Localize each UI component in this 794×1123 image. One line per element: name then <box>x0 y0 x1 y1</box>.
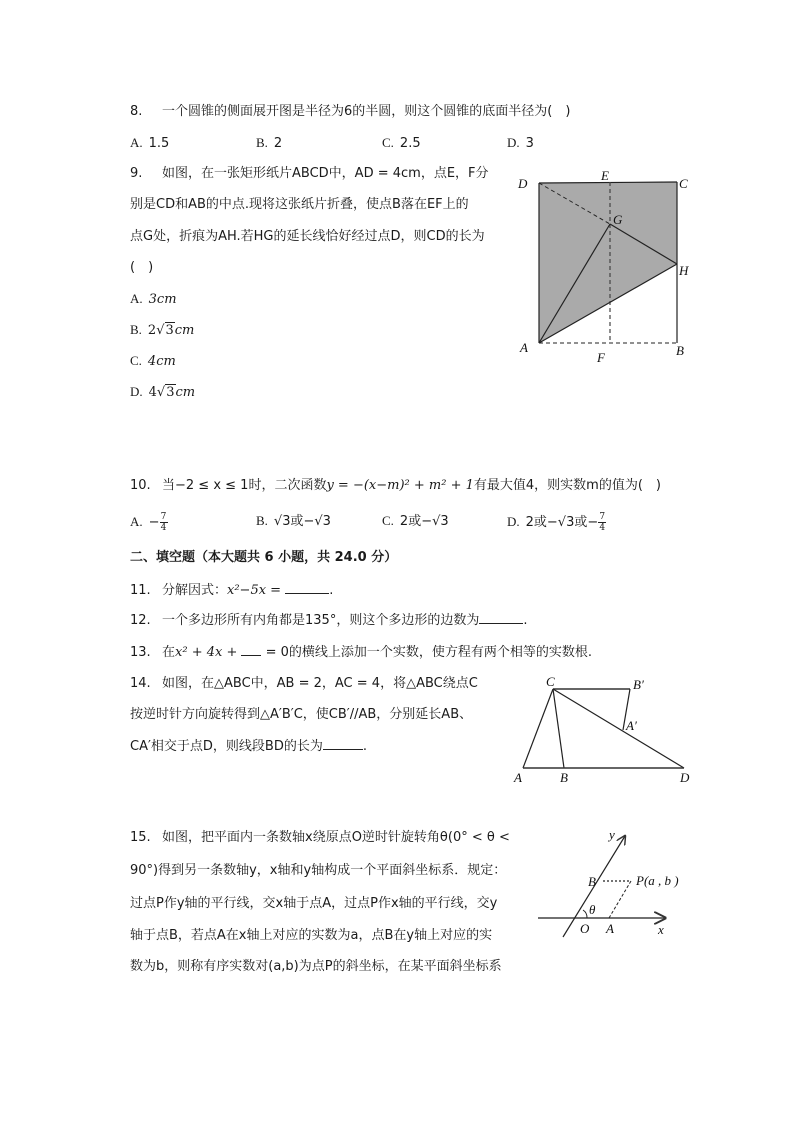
q12-stem: 12. 一个多边形所有内角都是135°，则这个多边形的边数为 . <box>130 613 528 628</box>
q15-stem-line-5: 数为b，则称有序实数对(a,b)为点P的斜坐标，在某平面斜坐标系 <box>130 959 502 974</box>
label-C: C <box>679 176 688 191</box>
q14-stem-line-1: 14. 如图，在△ABC中，AB = 2，AC = 4，将△ABC绕点C <box>130 676 478 691</box>
question-number: 11. <box>130 583 151 598</box>
label-D: D <box>518 176 528 191</box>
q10-option-c: C. 2或−√3 <box>382 513 449 529</box>
q10-option-a: A. − $\frac{7}{4}$ <box>130 512 167 533</box>
question-number: 10. <box>130 478 151 493</box>
fraction: $\frac{7}{4}$ <box>599 512 606 533</box>
q10-option-b: B. √3或−√3 <box>256 513 331 529</box>
label-A-prime: A′ <box>626 718 637 733</box>
question-number: 15. <box>130 830 151 845</box>
label-P: P(a , b ) <box>636 873 679 888</box>
q10-option-d: D. 2或−√3或− $\frac{7}{4}$ <box>507 512 606 533</box>
q9-stem-line-1: 9. 如图，在一张矩形纸片ABCD中，AD = 4cm，点E，F分 <box>130 166 489 181</box>
q14-stem-line-3: CA′相交于点D，则线段BD的长为 . <box>130 739 368 754</box>
q9-stem-line-3: 点G处，折痕为AH.若HG的延长线恰好经过点D，则CD的长为 <box>130 229 485 244</box>
label-A: A <box>606 921 614 936</box>
question-number: 14. <box>130 676 151 691</box>
label-A: A <box>520 340 528 355</box>
question-number: 13. <box>130 645 151 660</box>
label-D: D <box>680 770 690 785</box>
q9-stem-line-2: 别是CD和AB的中点.现将这张纸片折叠，使点B落在EF上的 <box>130 197 469 212</box>
q11-stem: 11. 分解因式：x²−5x = . <box>130 583 334 598</box>
label-E: E <box>601 168 609 183</box>
question-number: 12. <box>130 613 151 628</box>
label-F: F <box>597 350 605 365</box>
q13-stem: 13. 在x² + 4x + = 0的横线上添加一个实数，使方程有两个相等的实数根. <box>130 645 593 660</box>
label-y: y <box>609 827 615 842</box>
q8-option-c: C. 2.5 <box>382 135 421 151</box>
question-number: 9. <box>130 166 143 181</box>
label-B: B <box>676 343 684 358</box>
q14-stem-line-2: 按逆时针方向旋转得到△A′B′C，使CB′//AB，分别延长AB、 <box>130 707 473 722</box>
q8-option-b: B. 2 <box>256 135 283 151</box>
q15-stem-line-4: 轴于点B，若点A在x轴上对应的实数为a，点B在y轴上对应的实 <box>130 928 493 943</box>
question-text: 一个圆锥的侧面展开图是半径为6的半圆，则这个圆锥的底面半径为( ) <box>162 104 571 119</box>
q15-stem-line-2: 90°)得到另一条数轴y，x轴和y轴构成一个平面斜坐标系．规定： <box>130 863 507 878</box>
question-number: 8. <box>130 104 143 119</box>
label-G: G <box>613 212 623 227</box>
q10-stem: 10. 当−2 ≤ x ≤ 1时，二次函数y = −(x−m)² + m² + 1有最大值4，则实数m的值为( ) <box>130 478 661 493</box>
fraction: $\frac{7}{4}$ <box>160 512 167 533</box>
q9-option-b: B. 2√3cm <box>130 322 195 338</box>
sqrt-symbol: √3 <box>156 385 175 400</box>
q15-stem-line-1: 15. 如图，把平面内一条数轴x绕原点O逆时针旋转角θ(0° < θ < <box>130 830 510 845</box>
section-heading-fill-in: 二、填空题（本大题共 6 小题，共 24.0 分） <box>130 550 398 565</box>
label-x: x <box>658 922 664 937</box>
q9-stem-line-4: ( ) <box>130 260 154 275</box>
label-A: A <box>514 770 522 785</box>
label-C: C <box>546 674 555 689</box>
label-H: H <box>679 263 689 278</box>
sqrt-symbol: √3 <box>156 323 174 338</box>
label-B: B <box>560 770 568 785</box>
label-B: B <box>588 874 596 889</box>
q9-option-c: C. 4cm <box>130 353 176 369</box>
label-O: O <box>580 921 590 936</box>
formula: y = −(x−m)² + m² + 1 <box>326 478 474 493</box>
q8-option-d: D. 3 <box>507 135 534 151</box>
label-theta: θ <box>589 902 596 917</box>
q15-stem-line-3: 过点P作y轴的平行线，交x轴于点A，过点P作x轴的平行线，交y <box>130 896 498 911</box>
q9-option-a: A. 3cm <box>130 291 177 307</box>
q8-option-a: A. 1.5 <box>130 135 170 151</box>
label-B-prime: B′ <box>633 677 644 692</box>
q9-option-d: D. 4√3cm <box>130 384 196 400</box>
